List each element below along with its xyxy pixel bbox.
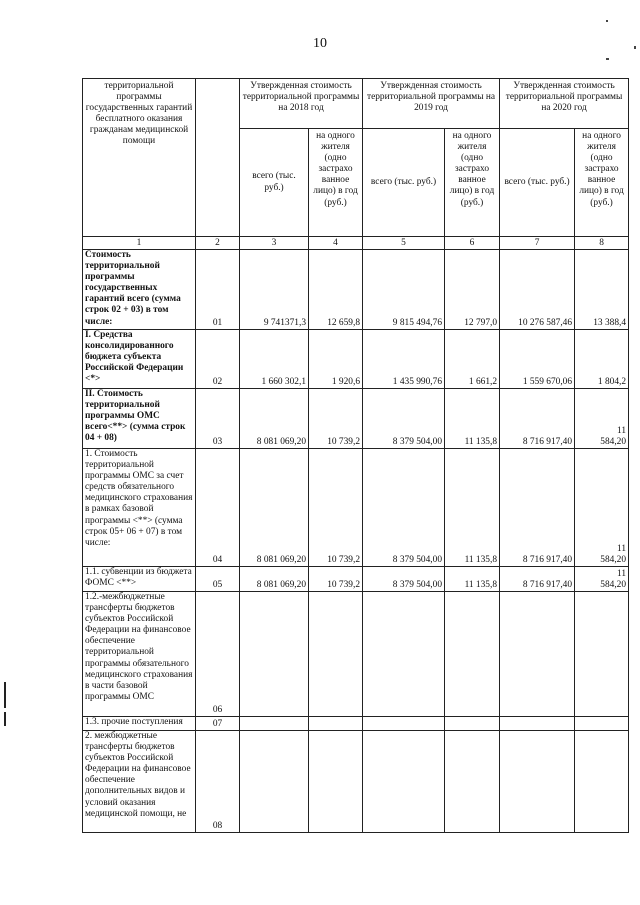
total-2018: 1 660 302,1: [240, 330, 309, 389]
header-code: [196, 79, 240, 237]
per-capita-2020: 11 584,20: [575, 449, 629, 567]
total-2020: [500, 592, 575, 717]
row-code: 04: [196, 449, 240, 567]
total-2019: 9 815 494,76: [363, 250, 445, 330]
header-per-capita-2019: на одного жителя (одно застрахо ванное лицо) в год (руб.): [445, 129, 500, 237]
total-2020: 1 559 670,06: [500, 330, 575, 389]
total-2019: [363, 592, 445, 717]
total-2018: [240, 592, 309, 717]
per-capita-2020: 11 584,20: [575, 389, 629, 449]
row-name: 1.3. прочие поступления: [83, 717, 196, 731]
row-code: 06: [196, 592, 240, 717]
per-capita-2019: 11 135,8: [445, 389, 500, 449]
table-row: [83, 449, 629, 567]
per-capita-2019: [445, 731, 500, 833]
row-name: Стоимость территориальной программы государственных гарантий всего (сумма строк 02 + 03) в том числе:: [83, 250, 196, 330]
per-capita-2019: 12 797,0: [445, 250, 500, 330]
total-2019: 1 435 990,76: [363, 330, 445, 389]
header-per-capita-2020: на одного жителя (одно застрахо ванное лицо) в год (руб.): [575, 129, 629, 237]
column-number: 3: [240, 237, 309, 250]
page-number: 10: [313, 36, 327, 51]
table-header-row: [83, 79, 629, 129]
column-number: 2: [196, 237, 240, 250]
scan-speck: [606, 20, 608, 22]
total-2019: 8 379 504,00: [363, 389, 445, 449]
header-program-name: территориальной программы государственных гарантий бесплатного оказания гражданам медицинской помощи: [83, 79, 196, 237]
total-2019: [363, 731, 445, 833]
per-capita-2020: 11 584,20: [575, 567, 629, 592]
header-total-2020: всего (тыс. руб.): [500, 129, 575, 237]
row-code: 03: [196, 389, 240, 449]
total-2020: 8 716 917,40: [500, 449, 575, 567]
row-code: 05: [196, 567, 240, 592]
per-capita-2020: [575, 717, 629, 731]
per-capita-2020: [575, 592, 629, 717]
per-capita-2018: [309, 731, 363, 833]
row-code: 01: [196, 250, 240, 330]
total-2018: 9 741371,3: [240, 250, 309, 330]
table-row: [83, 389, 629, 449]
column-number: 7: [500, 237, 575, 250]
header-year-2019: Утвержденная стоимость территориальной программы на 2019 год: [363, 79, 500, 129]
row-code: 02: [196, 330, 240, 389]
column-number: 8: [575, 237, 629, 250]
total-2019: 8 379 504,00: [363, 449, 445, 567]
per-capita-2018: [309, 592, 363, 717]
scan-speck: [634, 46, 636, 49]
per-capita-2018: 10 739,2: [309, 449, 363, 567]
total-2020: 8 716 917,40: [500, 389, 575, 449]
table-row: [83, 717, 629, 731]
per-capita-2018: 1 920,6: [309, 330, 363, 389]
scan-edge-mark: [4, 712, 6, 726]
column-number-row: [83, 237, 629, 250]
scan-edge-mark: [4, 682, 6, 708]
total-2019: [363, 717, 445, 731]
row-name: II. Стоимость территориальной программы ОМС всего<**> (сумма строк 04 + 08): [83, 389, 196, 449]
row-name: I. Средства консолидированного бюджета субъекта Российской Федерации <*>: [83, 330, 196, 389]
column-number: 4: [309, 237, 363, 250]
table-row: [83, 731, 629, 833]
header-total-2018: всего (тыс. руб.): [240, 129, 309, 237]
total-2018: [240, 731, 309, 833]
row-code: 08: [196, 731, 240, 833]
total-2019: 8 379 504,00: [363, 567, 445, 592]
per-capita-2018: 10 739,2: [309, 389, 363, 449]
table-row: [83, 250, 629, 330]
program-cost-table: [82, 78, 629, 833]
total-2020: 8 716 917,40: [500, 567, 575, 592]
header-total-2019: всего (тыс. руб.): [363, 129, 445, 237]
row-code: 07: [196, 717, 240, 731]
per-capita-2020: 13 388,4: [575, 250, 629, 330]
header-year-2020: Утвержденная стоимость территориальной программы на 2020 год: [500, 79, 629, 129]
total-2020: [500, 717, 575, 731]
per-capita-2019: 11 135,8: [445, 449, 500, 567]
per-capita-2020: [575, 731, 629, 833]
row-name: 1. Стоимость территориальной программы ОМС за счет средств обязательного медицинского страхования в рамках базовой программы <**> (сумма строк 05+ 06 + 07) в том числе:: [83, 449, 196, 567]
table-row: [83, 592, 629, 717]
column-number: 1: [83, 237, 196, 250]
header-year-2018: Утвержденная стоимость территориальной программы на 2018 год: [240, 79, 363, 129]
scan-speck: [606, 58, 609, 60]
per-capita-2018: [309, 717, 363, 731]
total-2018: 8 081 069,20: [240, 389, 309, 449]
table-row: [83, 567, 629, 592]
row-name: 1.1. субвенции из бюджета ФОМС <**>: [83, 567, 196, 592]
row-name: 1.2.-межбюджетные трансферты бюджетов субъектов Российской Федерации на финансовое обеспечение территориальной программы обязательного медицинского страхования в части базовой программы ОМС: [83, 592, 196, 717]
header-per-capita-2018: на одного жителя (одно застрахо ванное лицо) в год (руб.): [309, 129, 363, 237]
per-capita-2019: [445, 717, 500, 731]
column-number: 6: [445, 237, 500, 250]
per-capita-2018: 12 659,8: [309, 250, 363, 330]
total-2018: 8 081 069,20: [240, 567, 309, 592]
per-capita-2019: [445, 592, 500, 717]
per-capita-2019: 11 135,8: [445, 567, 500, 592]
total-2020: 10 276 587,46: [500, 250, 575, 330]
per-capita-2018: 10 739,2: [309, 567, 363, 592]
total-2018: 8 081 069,20: [240, 449, 309, 567]
per-capita-2020: 1 804,2: [575, 330, 629, 389]
table-row: [83, 330, 629, 389]
per-capita-2019: 1 661,2: [445, 330, 500, 389]
total-2018: [240, 717, 309, 731]
row-name: 2. межбюджетные трансферты бюджетов субъектов Российской Федерации на финансовое обеспечение дополнительных видов и условий оказания медицинской помощи, не: [83, 731, 196, 833]
total-2020: [500, 731, 575, 833]
column-number: 5: [363, 237, 445, 250]
